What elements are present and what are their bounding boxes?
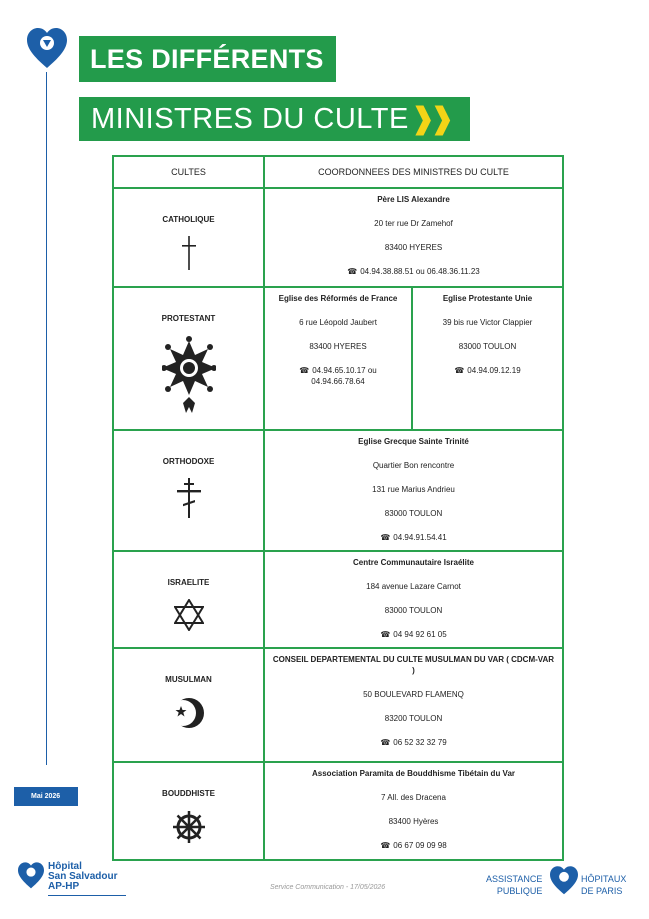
chevrons-icon: ❱❱	[410, 103, 450, 135]
contact-address: 7 All. des Dracena	[381, 793, 446, 802]
aphp-left-line2: PUBLIQUE	[496, 886, 543, 896]
ministers-table	[112, 155, 564, 861]
aphp-heart-logo-footer	[550, 866, 578, 896]
contact-cell	[264, 648, 563, 762]
contact-phone: ☎ 04.94.65.10.17 ou	[265, 365, 411, 376]
contact-phone: ☎ 04.94.09.12.19	[413, 365, 562, 376]
header-cultes: CULTES	[113, 156, 264, 188]
contact-address: 50 BOULEVARD FLAMENQ	[363, 690, 464, 699]
vertical-rule	[46, 72, 47, 765]
contact-cell	[264, 188, 563, 287]
contact-city: 83400 HYERES	[309, 342, 367, 351]
culte-cell	[113, 551, 264, 648]
contact-name: Association Paramita de Bouddhisme Tibétain du Var	[312, 769, 516, 778]
contact-cell	[264, 551, 563, 648]
hospital-line2: San Salvadour	[48, 871, 118, 882]
table-header-row	[113, 156, 563, 188]
contact-phone: ☎ 06 67 09 09 98	[265, 840, 562, 851]
contact-city: 83400 Hyères	[388, 817, 439, 826]
dharma-wheel-icon	[172, 810, 206, 844]
contact-name: Eglise Grecque Sainte Trinité	[358, 437, 469, 446]
contact-city: 83400 HYERES	[384, 243, 443, 252]
contact-name: Eglise Protestante Unie	[442, 294, 533, 303]
culte-cell	[113, 762, 264, 860]
crescent-star-icon	[172, 696, 206, 730]
date-badge: Mai 2026	[14, 787, 78, 806]
hospital-name	[48, 862, 117, 892]
aphp-text-right	[581, 873, 626, 897]
culte-name: ISRAELITE	[167, 578, 210, 587]
hospital-line3: AP-HP	[48, 881, 80, 892]
aphp-heart-logo	[27, 28, 67, 70]
table-row	[113, 430, 563, 551]
culte-cell	[113, 648, 264, 762]
title-text: MINISTRES DU CULTE	[91, 103, 409, 135]
table-row	[113, 551, 563, 648]
contact-name: Eglise des Réformés de France	[278, 294, 398, 303]
page-title-line2	[79, 97, 470, 141]
orthodox-cross-icon	[176, 478, 202, 518]
culte-cell	[113, 188, 264, 287]
culte-name: ORTHODOXE	[162, 457, 215, 466]
hospital-rule	[48, 895, 126, 896]
contact-city: 83000 TOULON	[384, 509, 443, 518]
table-row	[113, 648, 563, 762]
contact-city: 83000 TOULON	[384, 606, 443, 615]
header-coordonnees: COORDONNEES DES MINISTRES DU CULTE	[264, 156, 563, 188]
contact-address: 131 rue Marius Andrieu	[372, 485, 455, 494]
culte-name: BOUDDHISTE	[162, 789, 215, 798]
contact-cell-reformes	[264, 287, 412, 430]
contact-phone: ☎ 06 52 32 32 79	[265, 737, 562, 748]
hospital-heart-logo	[18, 862, 44, 890]
contact-phone-2: 04.94.66.78.64	[311, 377, 365, 386]
aphp-right-line2: DE PARIS	[581, 886, 623, 896]
table-row	[113, 287, 563, 430]
contact-address: 20 ter rue Dr Zamehof	[374, 219, 453, 228]
contact-name: CONSEIL DEPARTEMENTAL DU CULTE MUSULMAN DU VAR ( CDCM-VAR )	[272, 655, 555, 675]
contact-address: 6 rue Léopold Jaubert	[299, 318, 377, 327]
hospital-line1: Hôpital	[48, 861, 82, 872]
culte-cell	[113, 430, 264, 551]
aphp-left-line1: ASSISTANCE	[486, 874, 543, 884]
table-row	[113, 188, 563, 287]
contact-phone: ☎ 04 94 92 61 05	[265, 629, 562, 640]
aphp-text-left	[486, 873, 542, 897]
aphp-right-line1: HÔPITAUX	[581, 874, 627, 884]
contact-address: 184 avenue Lazare Carnot	[366, 582, 461, 591]
contact-name: Père LIS Alexandre	[377, 195, 450, 204]
star-of-david-icon	[174, 599, 204, 631]
latin-cross-icon	[182, 236, 196, 270]
contact-city: 83000 TOULON	[458, 342, 517, 351]
page-title-line1: LES DIFFÉRENTS	[79, 36, 336, 82]
huguenot-cross-icon	[162, 333, 216, 415]
contact-address: 39 bis rue Victor Clappier	[442, 318, 533, 327]
contact-name: Centre Communautaire Israélite	[353, 558, 474, 567]
service-note: Service Communication - 17/05/2026	[270, 884, 386, 891]
culte-name: MUSULMAN	[165, 675, 212, 684]
culte-name: PROTESTANT	[161, 314, 216, 323]
table-row	[113, 762, 563, 860]
contact-city: 83200 TOULON	[384, 714, 443, 723]
contact-phone: ☎ 04.94.38.88.51 ou 06.48.36.11.23	[265, 266, 562, 277]
contact-phone: ☎ 04.94.91.54.41	[265, 532, 562, 543]
culte-name: CATHOLIQUE	[162, 215, 215, 224]
contact-cell	[264, 430, 563, 551]
contact-line: Quartier Bon rencontre	[372, 461, 455, 470]
culte-cell	[113, 287, 264, 430]
contact-cell	[264, 762, 563, 860]
contact-cell-unie	[412, 287, 563, 430]
